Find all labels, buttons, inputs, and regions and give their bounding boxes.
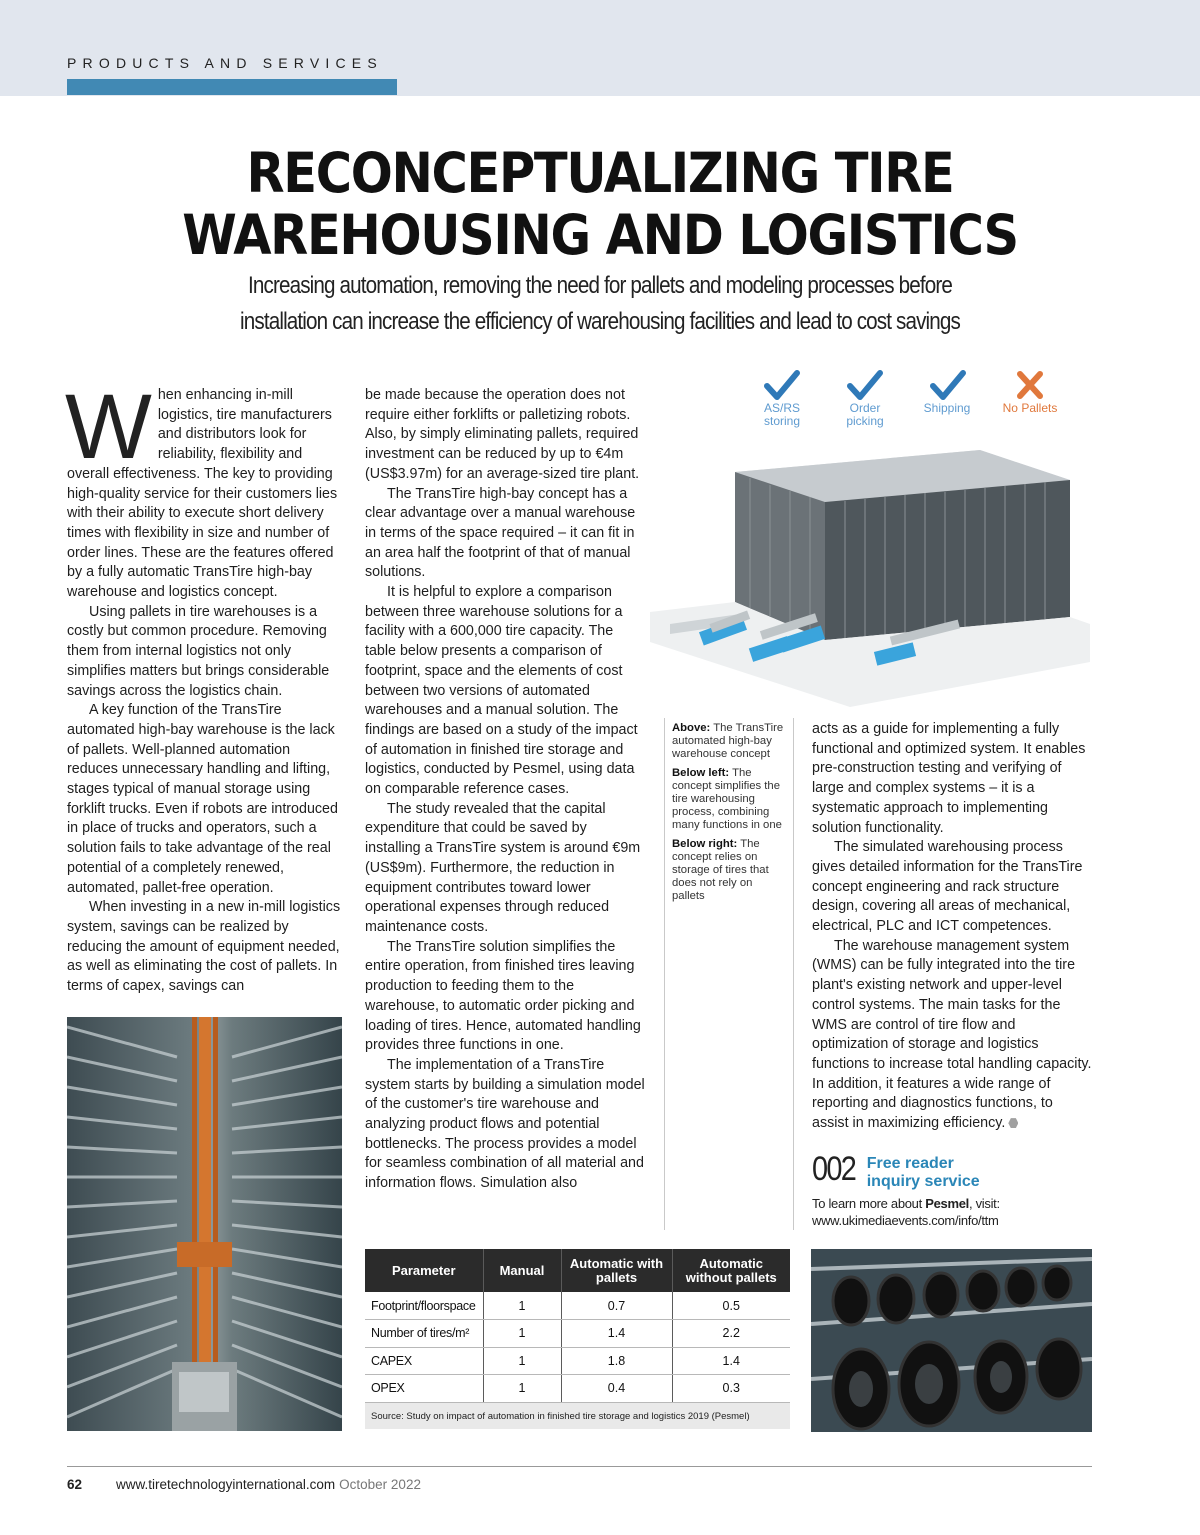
table-row bbox=[365, 1347, 790, 1375]
section-label: PRODUCTS AND SERVICES bbox=[67, 55, 383, 71]
table-cell: Number of tires/m² bbox=[365, 1320, 483, 1348]
table-cell: 0.4 bbox=[561, 1375, 672, 1403]
photo-captions bbox=[672, 722, 788, 909]
tire-rack-illustration bbox=[811, 1249, 1092, 1432]
cross-icon bbox=[1003, 374, 1058, 415]
body-paragraph: The warehouse management system (WMS) can be fully integrated into the tire plant's existing network and upper-level control systems. The main tasks for the WMS are control of tire flow and optimization of storage and logistics functions to increase total handling capacity. In addition, it features a wide range of reporting and diagnostics functions, to assist in maximizing efficiency. bbox=[812, 937, 1092, 1132]
table-cell: 0.5 bbox=[672, 1292, 790, 1320]
check-icon bbox=[846, 373, 883, 428]
body-column-3 bbox=[812, 720, 1092, 1134]
table-cell: OPEX bbox=[365, 1375, 483, 1403]
check-icon bbox=[924, 373, 971, 415]
table-row bbox=[365, 1292, 790, 1320]
body-paragraph: When investing in a new in-mill logistics system, savings can be realized by reducing the amount of equipment needed, as well as eliminating the cost of pallets. In terms of capex, savings can bbox=[67, 899, 341, 995]
column-header: Parameter bbox=[365, 1249, 483, 1292]
body-paragraph: When enhancing in-mill logistics, tire manufacturers and distributors look for reliability, flexibility and overall effectiveness. The key to providing high-quality service for their customers lies with their ability to execute short delivery times with flexibility in size and number of order lines. These are the features offered by a fully automatic TransTire high-bay warehouse and logistics concept. bbox=[65, 376, 338, 601]
page-number: 62 bbox=[67, 1477, 83, 1492]
body-paragraph: be made because the operation does not require either forklifts or palletizing robots. Also, by simply eliminating pallets, required investment can be reduced by up to €4m (US$3.97m) for an average-sized tire plant. bbox=[365, 387, 640, 482]
body-paragraph: It is helpful to explore a comparison between three warehouse solutions for a facility with a 600,000 tire capacity. The table below presents a comparison of footprint, space and the elements of cost between two versions of automated warehouses and a manual solution. The findings are based on a study of the impact of automation in finished tire storage and logistics, conducted by Pesmel, using data on comparable reference cases. bbox=[365, 584, 638, 798]
column-header: Automatic with pallets bbox=[561, 1249, 672, 1292]
table-cell: Footprint/floorspace bbox=[365, 1292, 483, 1320]
headline-line: RECONCEPTUALIZING TIRE bbox=[246, 141, 954, 205]
aisle-illustration bbox=[67, 1017, 342, 1431]
table-cell: 1 bbox=[483, 1292, 561, 1320]
standfirst bbox=[161, 268, 1038, 340]
standfirst-line: installation can increase the efficiency of warehousing facilities and lead to cost savings bbox=[240, 308, 960, 335]
inquiry-title: Free reader inquiry service bbox=[866, 1155, 980, 1190]
table-cell: 1.8 bbox=[561, 1347, 672, 1375]
table-cell: 1.4 bbox=[672, 1347, 790, 1375]
body-paragraph: The simulated warehousing process gives detailed information for the TransTire concept engineering and rack structure design, covering all areas of mechanical, electrical, PLC and ICT competences. bbox=[812, 839, 1083, 935]
footer bbox=[67, 1477, 421, 1492]
caption-below-left: Below left: The concept simplifies the tire warehousing process, combining many functions in one bbox=[672, 767, 782, 831]
table-cell: 0.3 bbox=[672, 1375, 790, 1403]
body-paragraph: The study revealed that the capital expenditure that could be saved by installing a TransTire system is around €9m (US$9m). Furthermore, the reduction in equipment contributes toward lower operational expenses through reduced maintenance costs. bbox=[365, 800, 641, 935]
caption-above: Above: The TransTire automated high-bay warehouse concept bbox=[672, 722, 784, 760]
headline-line: WAREHOUSING AND LOGISTICS bbox=[182, 203, 1018, 267]
headline bbox=[114, 142, 1086, 266]
warehouse-concept-image bbox=[650, 362, 1090, 707]
table-cell: 1.4 bbox=[561, 1320, 672, 1348]
body-paragraph: The TransTire high-bay concept has a clear advantage over a manual warehouse in terms of the space required – it can fit in an area half the footprint of that of manual solutions. bbox=[365, 485, 636, 581]
highbay-aisle-photo bbox=[67, 1017, 342, 1431]
body-column-2 bbox=[365, 386, 645, 1194]
column-header: Automatic without pallets bbox=[672, 1249, 790, 1292]
drop-cap: W bbox=[65, 376, 152, 478]
table-cell: 0.7 bbox=[561, 1292, 672, 1320]
table-cell: 1 bbox=[483, 1320, 561, 1348]
check-icon bbox=[764, 373, 800, 428]
table-cell: 2.2 bbox=[672, 1320, 790, 1348]
table-header-row bbox=[365, 1249, 790, 1292]
column-header: Manual bbox=[483, 1249, 561, 1292]
standfirst-line: Increasing automation, removing the need for pallets and modeling processes before bbox=[248, 272, 952, 299]
inquiry-url[interactable]: www.ukimediaevents.com/info/ttm bbox=[812, 1213, 999, 1228]
footer-rule bbox=[67, 1466, 1092, 1467]
body-paragraph: A key function of the TransTire automated high-bay warehouse is the lack of pallets. Well-planned automation reduces unnecessary handling and lifting, stages typical of manual storage using forklift trucks. Even if robots are introduced in place of trucks and operators, such a solution fails to take advantage of the real potential of a completely renewed, automated, pallet-free operation. bbox=[67, 702, 338, 896]
inquiry-number: 002 bbox=[812, 1150, 856, 1188]
inquiry-text: To learn more about Pesmel, visit: www.ukimediaevents.com/info/ttm bbox=[812, 1196, 1000, 1228]
table-cell: 1 bbox=[483, 1347, 561, 1375]
table-cell: CAPEX bbox=[365, 1347, 483, 1375]
svg-text:Order: Order bbox=[849, 401, 881, 415]
body-paragraph: The implementation of a TransTire system starts by building a simulation model of the customer's tire warehouse and analyzing product flows and potential bottlenecks. The process provides a model for seamless combination of all material and information flows. Simulation also bbox=[365, 1056, 645, 1192]
caption-below-right: Below right: The concept relies on storage of tires that does not rely on pallets bbox=[672, 838, 769, 902]
reader-inquiry bbox=[812, 1152, 1092, 1229]
tire-rack-photo bbox=[811, 1249, 1092, 1432]
svg-text:No Pallets: No Pallets bbox=[1002, 401, 1058, 415]
caption-divider-right bbox=[793, 718, 794, 1230]
comparison-table bbox=[365, 1249, 790, 1429]
caption-divider-left bbox=[664, 718, 665, 1230]
body-column-1 bbox=[65, 376, 344, 997]
issue-date: October 2022 bbox=[339, 1477, 421, 1492]
section-accent-bar bbox=[67, 79, 397, 95]
table-cell: 1 bbox=[483, 1375, 561, 1403]
end-mark-icon bbox=[1008, 1118, 1018, 1128]
svg-text:AS/RS: AS/RS bbox=[763, 401, 801, 415]
table-source: Source: Study on impact of automation in finished tire storage and logistics 2019 (Pesmel) bbox=[365, 1403, 790, 1429]
svg-text:picking: picking bbox=[846, 414, 884, 428]
body-paragraph: Using pallets in tire warehouses is a costly but common procedure. Removing them from internal logistics not only simplifies matters but brings considerable savings across the logistics chain. bbox=[67, 603, 330, 699]
body-paragraph: The TransTire solution simplifies the entire operation, from finished tires leaving production to feeding them to the warehouse, to automatic order picking and loading of tires. Hence, automated handling provides three functions in one. bbox=[365, 938, 641, 1054]
table-row bbox=[365, 1320, 790, 1348]
inquiry-company: Pesmel bbox=[925, 1196, 969, 1211]
warehouse-illustration bbox=[650, 362, 1090, 707]
footer-url[interactable]: www.tiretechnologyinternational.com bbox=[116, 1477, 336, 1492]
svg-text:storing: storing bbox=[763, 414, 801, 428]
body-paragraph: acts as a guide for implementing a fully functional and optimized system. It enables pre-construction testing and verifying of large and complex systems – it is a systematic approach to implementing solution functionality. bbox=[812, 721, 1086, 836]
svg-text:Shipping: Shipping bbox=[923, 401, 971, 415]
table-row bbox=[365, 1375, 790, 1403]
